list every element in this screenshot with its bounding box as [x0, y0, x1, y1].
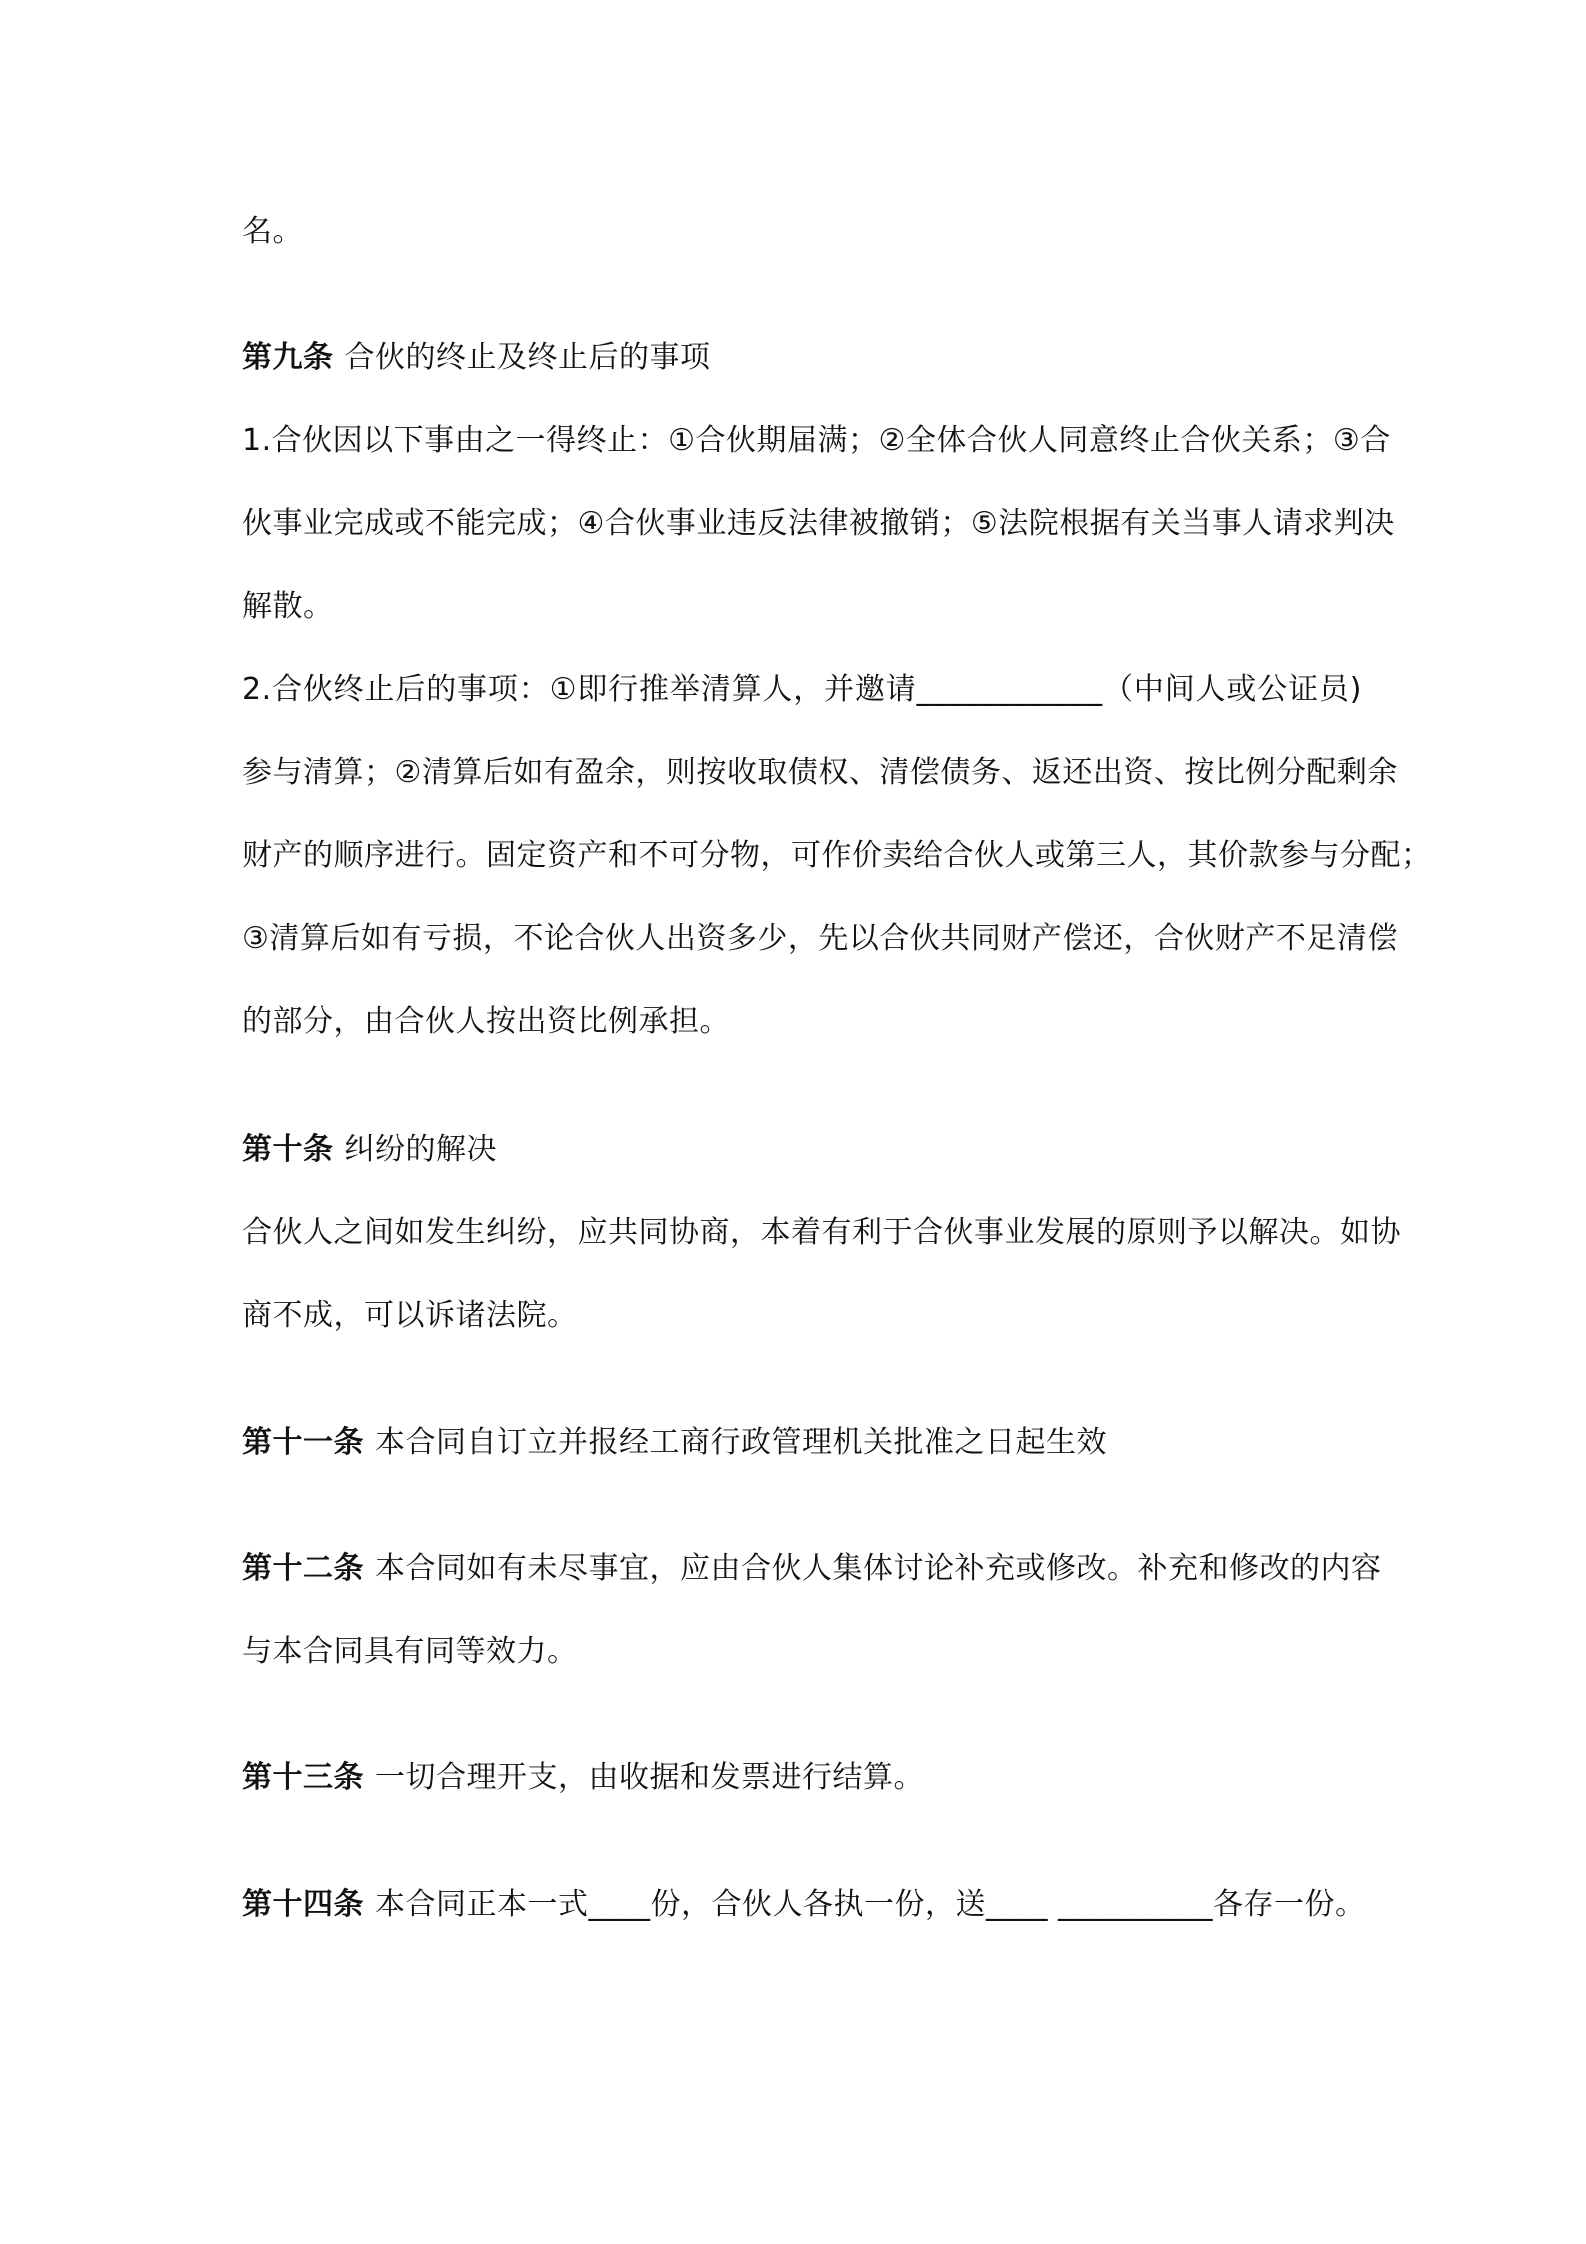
- article-text: 本合同正本一式____份，合伙人各执一份，送____ __________各存一份。: [374, 1887, 1366, 1922]
- article-number: 第九条: [242, 340, 334, 375]
- text-line: 商不成，可以诉诸法院。: [242, 1298, 578, 1333]
- article-10-heading: [242, 1130, 1362, 1170]
- article-number: 第十三条: [242, 1760, 364, 1795]
- article-number: 第十四条: [242, 1887, 364, 1922]
- article-title: 合伙的终止及终止后的事项: [344, 340, 711, 375]
- text-line: 名。: [242, 214, 303, 249]
- article-11-heading: [242, 1423, 1362, 1463]
- text-line: 2.合伙终止后的事项：①即行推举清算人，并邀请____________（中间人或公证员): [242, 672, 1362, 707]
- article-number: 第十一条: [242, 1425, 364, 1460]
- text-line: 与本合同具有同等效力。: [242, 1634, 578, 1669]
- text-line: 参与清算；②清算后如有盈余，则按收取债权、清偿债务、返还出资、按比例分配剩余: [242, 755, 1398, 790]
- article-number: 第十条: [242, 1132, 334, 1167]
- text-line: ③清算后如有亏损，不论合伙人出资多少，先以合伙共同财产偿还，合伙财产不足清偿: [242, 921, 1398, 956]
- article-text: 一切合理开支，由收据和发票进行结算。: [374, 1760, 924, 1795]
- text-line: 财产的顺序进行。固定资产和不可分物，可作价卖给合伙人或第三人，其价款参与分配；: [242, 838, 1432, 873]
- article-13-heading: [242, 1758, 1362, 1798]
- article-title: 纠纷的解决: [344, 1132, 497, 1167]
- article-number: 第十二条: [242, 1551, 364, 1586]
- text-line: 1.合伙因以下事由之一得终止：①合伙期届满；②全体合伙人同意终止合伙关系；③合: [242, 423, 1391, 458]
- article-text: 本合同自订立并报经工商行政管理机关批准之日起生效: [374, 1425, 1107, 1460]
- article-9-heading: [242, 338, 1362, 378]
- article-12-heading: [242, 1549, 1382, 1589]
- text-line: 合伙人之间如发生纠纷，应共同协商，本着有利于合伙事业发展的原则予以解决。如协: [242, 1215, 1401, 1250]
- text-line: 的部分，由合伙人按出资比例承担。: [242, 1004, 730, 1039]
- text-line: 解散。: [242, 589, 334, 624]
- article-text: 本合同如有未尽事宜，应由合伙人集体讨论补充或修改。补充和修改的内容: [374, 1551, 1382, 1586]
- article-14-heading: [242, 1885, 1366, 1925]
- text-line: 伙事业完成或不能完成；④合伙事业违反法律被撤销；⑤法院根据有关当事人请求判决: [242, 506, 1395, 541]
